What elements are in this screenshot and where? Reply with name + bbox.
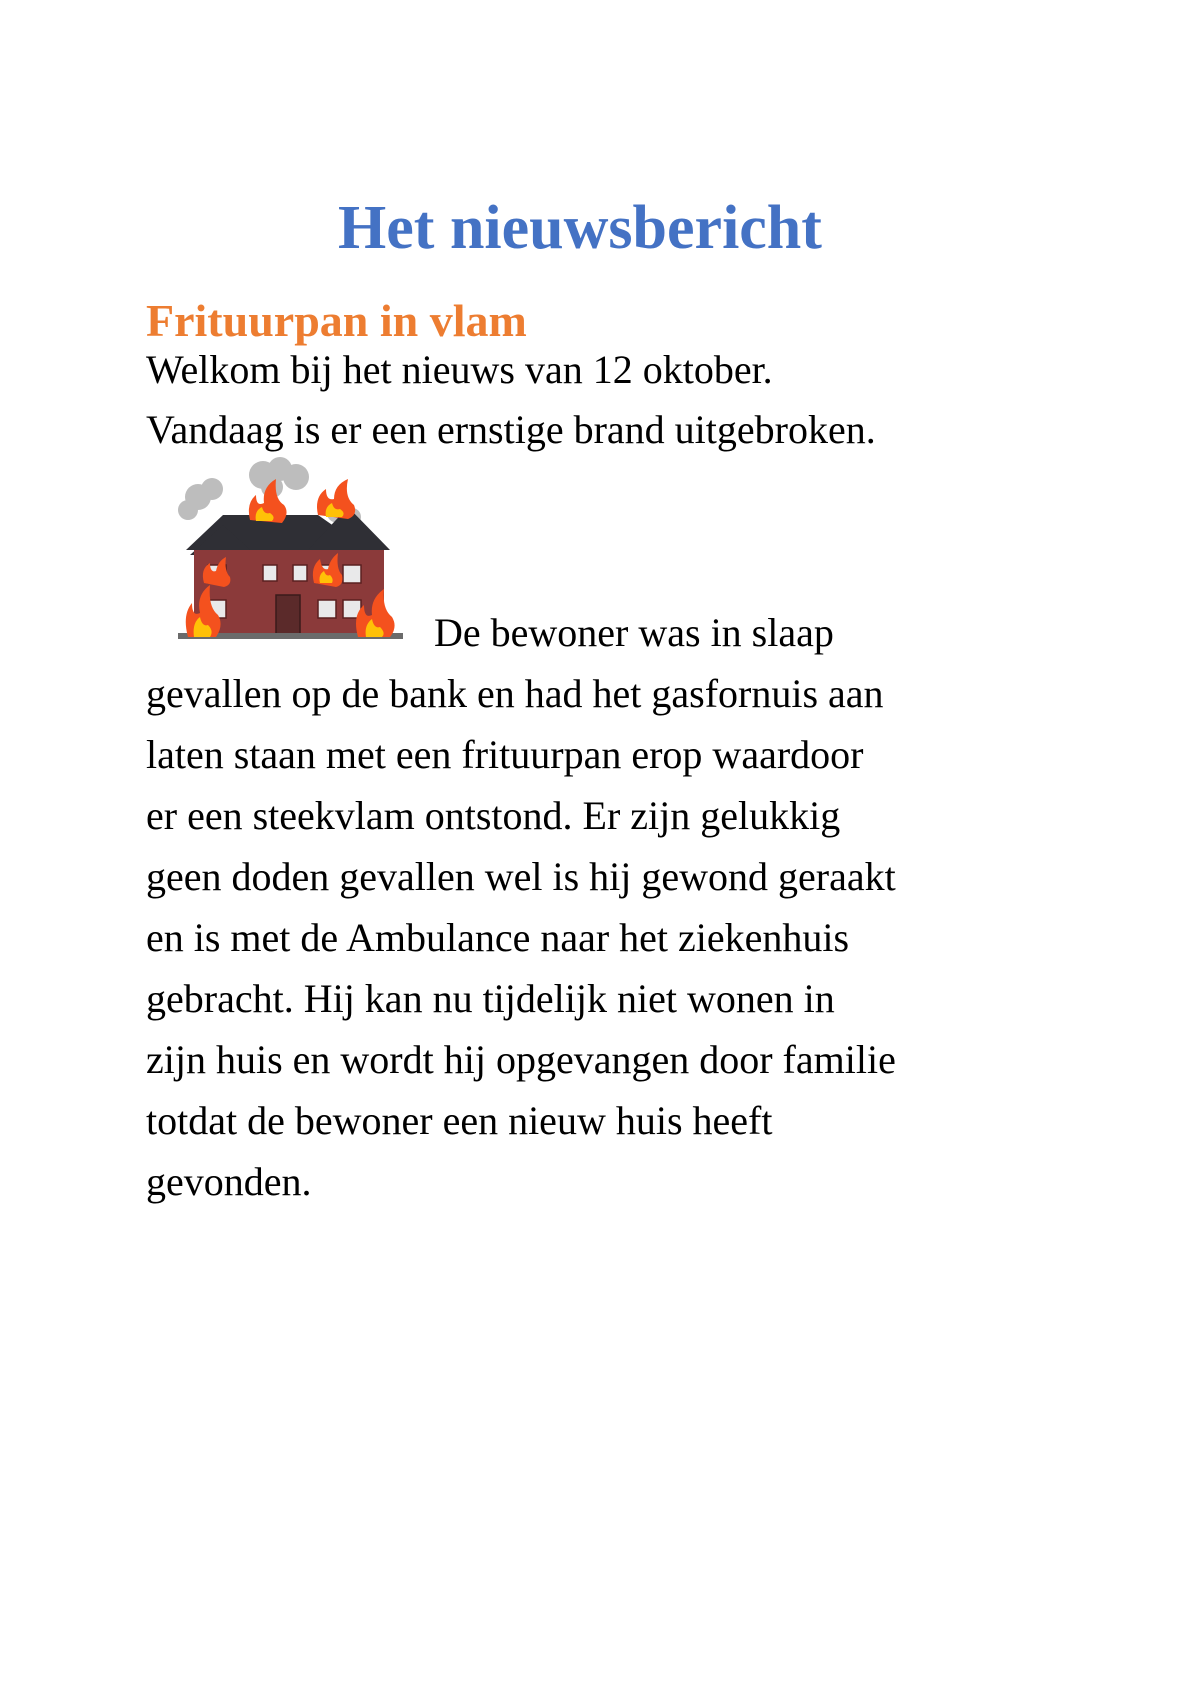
intro-line: Vandaag is er een ernstige brand uitgebroken. xyxy=(146,407,876,452)
story-line: en is met de Ambulance naar het ziekenhuis xyxy=(146,915,850,960)
story-line: totdat de bewoner een nieuw huis heeft xyxy=(146,1098,773,1143)
article-headline: Frituurpan in vlam xyxy=(146,295,527,347)
page-title: Het nieuwsbericht xyxy=(338,193,822,262)
story-line: laten staan met een frituurpan erop waardoor xyxy=(146,732,864,777)
story-line: zijn huis en wordt hij opgevangen door familie xyxy=(146,1037,896,1082)
story-line: gebracht. Hij kan nu tijdelijk niet wonen in xyxy=(146,976,835,1021)
story-paragraph xyxy=(146,602,1076,1212)
story-line: geen doden gevallen wel is hij gewond geraakt xyxy=(146,854,896,899)
intro-paragraph xyxy=(146,340,1076,460)
story-line: gevonden. xyxy=(146,1159,312,1204)
story-line: De bewoner was in slaap xyxy=(434,610,834,655)
story-line: er een steekvlam ontstond. Er zijn gelukkig xyxy=(146,793,841,838)
intro-line: Welkom bij het nieuws van 12 oktober. xyxy=(146,347,773,392)
story-line: gevallen op de bank en had het gasfornuis aan xyxy=(146,671,884,716)
